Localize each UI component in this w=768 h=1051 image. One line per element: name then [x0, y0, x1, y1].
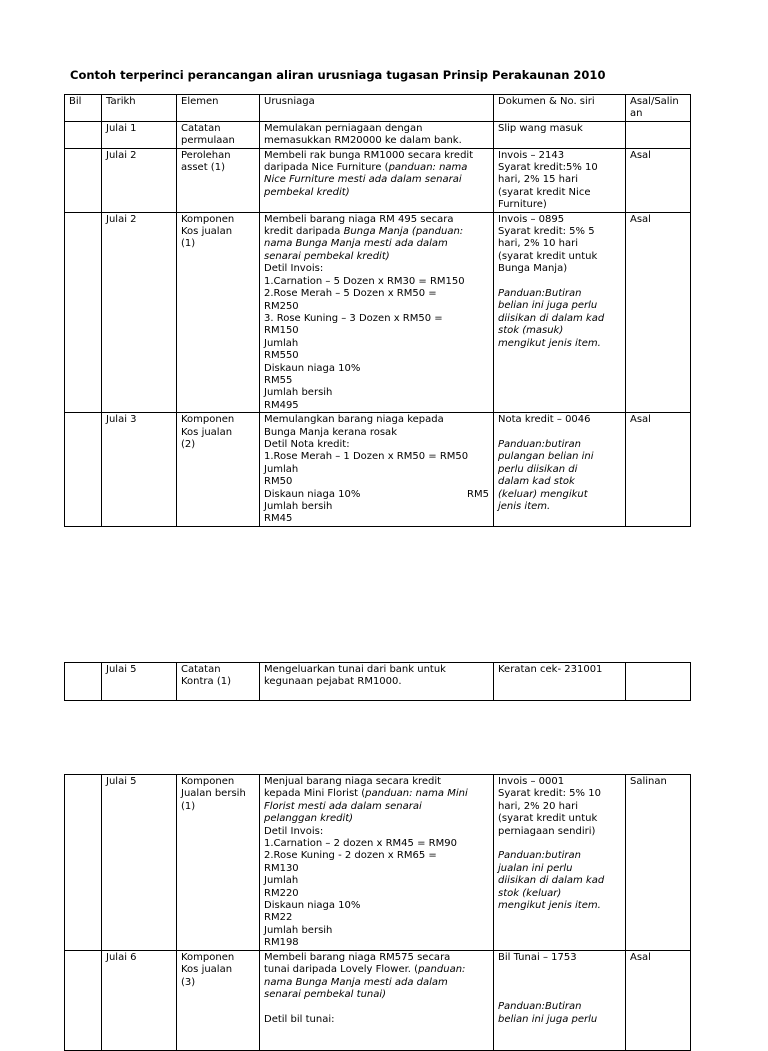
cell-elemen [177, 775, 260, 951]
transaction-table-2 [64, 662, 691, 701]
dokumen-line: (syarat kredit untuk [498, 250, 598, 262]
urusniaga-guide-text: panduan: nama Mini [365, 788, 468, 800]
invoice-detail-line: Jumlah bersih [264, 387, 333, 399]
table-row [65, 212, 691, 413]
transaction-table-1 [64, 94, 691, 527]
cell-bil [65, 413, 102, 527]
header-asal-line-2: an [630, 108, 643, 120]
cell-dokumen [494, 148, 626, 212]
header-bil: Bil [65, 95, 102, 122]
urusniaga-line [264, 964, 489, 976]
cell-dokumen [494, 413, 626, 527]
cell-urusniaga [260, 121, 494, 148]
dokumen-line: Invois – 2143 [498, 149, 565, 161]
cell-urusniaga [260, 148, 494, 212]
urusniaga-text: daripada Nice Furniture ( [264, 162, 389, 174]
urusniaga-line: Menjual barang niaga secara kredit [264, 776, 442, 787]
dokumen-line: Furniture) [498, 199, 547, 211]
spacer [264, 1001, 489, 1013]
dokumen-guide-line: stok (keluar) [498, 887, 562, 899]
transaction-table-3 [64, 774, 691, 1051]
urusniaga-guide-line: senarai pembekal tunai) [264, 988, 387, 1000]
invoice-detail-line: Detil Invois: [264, 263, 324, 275]
urusniaga-line [264, 162, 489, 174]
dokumen-line: (syarat kredit untuk [498, 813, 598, 825]
cell-asal: Asal [626, 950, 691, 1050]
urusniaga-line: Membeli rak bunga RM1000 secara kredit [264, 149, 474, 161]
cell-dokumen [494, 121, 626, 148]
urusniaga-line: kegunaan pejabat RM1000. [264, 676, 402, 688]
cell-dokumen [494, 212, 626, 413]
spacer [498, 964, 621, 976]
urusniaga-line: RM50 [264, 476, 293, 488]
invoice-detail-line: RM198 [264, 937, 299, 949]
header-asal-line-1: Asal/Salin [630, 96, 679, 107]
elemen-line: Perolehan [181, 149, 231, 161]
elemen-line: Jualan bersih [181, 788, 246, 800]
cell-urusniaga [260, 212, 494, 413]
urusniaga-line: memasukkan RM20000 ke dalam bank. [264, 135, 462, 147]
elemen-line: Catatan [181, 664, 221, 675]
cell-bil [65, 148, 102, 212]
invoice-detail-line: Jumlah [264, 875, 299, 887]
dokumen-line: Bunga Manja) [498, 263, 568, 275]
spacer [498, 838, 621, 850]
dokumen-line: hari, 2% 15 hari [498, 174, 579, 186]
cell-bil [65, 212, 102, 413]
urusniaga-guide-line: nama Bunga Manja mesti ada dalam [264, 238, 448, 250]
cell-elemen [177, 121, 260, 148]
urusniaga-guide-text: panduan: [418, 964, 466, 976]
elemen-line: Komponen [181, 776, 235, 787]
table-row [65, 950, 691, 1050]
urusniaga-guide-text: Bunga Manja (panduan: [343, 226, 464, 238]
urusniaga-guide-line: Nice Furniture mesti ada dalam senarai [264, 174, 462, 186]
cell-urusniaga [260, 950, 494, 1050]
header-urusniaga: Urusniaga [260, 95, 494, 122]
spacer [498, 989, 621, 1001]
urusniaga-guide-line: pembekal kredit) [264, 186, 350, 198]
urusniaga-guide-line: nama Bunga Manja mesti ada dalam [264, 976, 448, 988]
cell-asal: Salinan [626, 775, 691, 951]
dokumen-line: Invois – 0895 [498, 213, 565, 225]
cell-urusniaga [260, 663, 494, 701]
cell-elemen [177, 212, 260, 413]
cell-asal [626, 663, 691, 701]
discount-amount: RM5 [467, 488, 489, 500]
cell-asal: Asal [626, 413, 691, 527]
dokumen-guide-line: Panduan:Butiran [498, 1001, 582, 1013]
discount-label: Diskaun niaga 10% [264, 488, 361, 500]
urusniaga-text: kepada Mini Florist ( [264, 788, 366, 800]
cell-asal [626, 121, 691, 148]
cell-tarikh: Julai 5 [102, 775, 177, 951]
urusniaga-line: Detil Nota kredit: [264, 438, 350, 450]
cell-tarikh: Julai 2 [102, 148, 177, 212]
urusniaga-line [264, 788, 489, 800]
invoice-detail-line: RM22 [264, 912, 293, 924]
table-row [65, 121, 691, 148]
invoice-detail-line: 1.Carnation – 2 dozen x RM45 = RM90 [264, 838, 457, 850]
invoice-detail-line: RM250 [264, 300, 299, 312]
dokumen-guide-line: Panduan:Butiran [498, 288, 582, 300]
elemen-line: (1) [181, 800, 196, 812]
elemen-line: Catatan [181, 122, 221, 134]
discount-line [264, 489, 489, 501]
cell-dokumen [494, 950, 626, 1050]
urusniaga-line: Memulangkan barang niaga kepada [264, 414, 444, 426]
dokumen-guide-line: Panduan:butiran [498, 438, 581, 450]
cell-elemen [177, 663, 260, 701]
header-elemen: Elemen [177, 95, 260, 122]
dokumen-line: Syarat kredit: 5% 5 [498, 226, 595, 238]
elemen-line: Komponen [181, 414, 235, 426]
dokumen-line: Syarat kredit: 5% 10 [498, 788, 601, 800]
elemen-line: (3) [181, 976, 196, 988]
urusniaga-line: RM45 [264, 513, 293, 525]
invoice-detail-line: Jumlah [264, 337, 299, 349]
elemen-line: (2) [181, 438, 196, 450]
dokumen-guide-line: belian ini juga perlu [498, 1013, 598, 1025]
urusniaga-line: Membeli barang niaga RM575 secara [264, 951, 451, 963]
invoice-detail-line: RM130 [264, 862, 299, 874]
elemen-line: (1) [181, 238, 196, 250]
dokumen-line: Nota kredit – 0046 [498, 414, 591, 426]
header-dokumen: Dokumen & No. siri [494, 95, 626, 122]
cell-bil [65, 950, 102, 1050]
urusniaga-guide-line: senarai pembekal kredit) [264, 250, 390, 262]
dokumen-guide-line: Panduan:butiran [498, 850, 581, 862]
elemen-line: Kos jualan [181, 226, 233, 238]
invoice-detail-line: RM220 [264, 887, 299, 899]
cell-elemen [177, 413, 260, 527]
invoice-detail-line: 1.Carnation – 5 Dozen x RM30 = RM150 [264, 275, 465, 287]
dokumen-guide-line: pulangan belian ini [498, 451, 594, 463]
spacer [498, 427, 621, 439]
urusniaga-guide-line: Florist mesti ada dalam senarai [264, 800, 422, 812]
invoice-detail-line: Diskaun niaga 10% [264, 900, 361, 912]
cell-dokumen [494, 775, 626, 951]
dokumen-line: Slip wang masuk [498, 122, 583, 134]
urusniaga-guide-text: panduan: nama [388, 162, 468, 174]
cell-tarikh: Julai 5 [102, 663, 177, 701]
urusniaga-line: Bunga Manja kerana rosak [264, 426, 397, 438]
elemen-line: Kos jualan [181, 426, 233, 438]
elemen-line: permulaan [181, 135, 235, 147]
table-row [65, 775, 691, 951]
dokumen-line: hari, 2% 20 hari [498, 800, 579, 812]
invoice-detail-line: Detil bil tunai: [264, 1013, 335, 1025]
elemen-line: asset (1) [181, 162, 225, 174]
cell-bil [65, 121, 102, 148]
elemen-line: Komponen [181, 213, 235, 225]
cell-bil [65, 663, 102, 701]
cell-asal: Asal [626, 212, 691, 413]
dokumen-guide-line: diisikan di dalam kad [498, 875, 605, 887]
dokumen-guide-line: (keluar) mengikut [498, 488, 588, 500]
invoice-detail-line: 3. Rose Kuning – 3 Dozen x RM50 = [264, 312, 443, 324]
invoice-detail-line: Jumlah bersih [264, 924, 333, 936]
dokumen-line: Invois – 0001 [498, 776, 565, 787]
dokumen-guide-line: stok (masuk) [498, 325, 564, 337]
cell-tarikh: Julai 2 [102, 212, 177, 413]
dokumen-guide-line: diisikan di dalam kad [498, 312, 605, 324]
dokumen-guide-line: belian ini juga perlu [498, 300, 598, 312]
cell-tarikh: Julai 6 [102, 950, 177, 1050]
invoice-detail-line: 2.Rose Kuning - 2 dozen x RM65 = [264, 850, 437, 862]
urusniaga-line: Jumlah bersih [264, 501, 333, 512]
urusniaga-text: tunai daripada Lovely Flower. ( [264, 964, 419, 976]
dokumen-line: perniagaan sendiri) [498, 825, 596, 837]
cell-urusniaga [260, 413, 494, 527]
cell-urusniaga [260, 775, 494, 951]
urusniaga-line: Memulakan perniagaan dengan [264, 122, 423, 134]
cell-tarikh: Julai 1 [102, 121, 177, 148]
document-title: Contoh terperinci perancangan aliran urusniaga tugasan Prinsip Perakaunan 2010 [70, 68, 606, 82]
header-asal-salinan [626, 95, 691, 122]
invoice-detail-line: Diskaun niaga 10% [264, 362, 361, 374]
spacer [498, 976, 621, 988]
urusniaga-line: Jumlah [264, 463, 299, 475]
table-row [65, 413, 691, 527]
elemen-line: Kontra (1) [181, 676, 232, 688]
dokumen-guide-line: dalam kad stok [498, 476, 575, 488]
cell-asal: Asal [626, 148, 691, 212]
dokumen-guide-line: jualan ini perlu [498, 862, 573, 874]
dokumen-line: hari, 2% 10 hari [498, 238, 579, 250]
invoice-detail-line: RM495 [264, 399, 299, 411]
cell-elemen [177, 148, 260, 212]
urusniaga-line [264, 226, 489, 238]
invoice-detail-line: Detil Invois: [264, 825, 324, 837]
invoice-detail-line: RM550 [264, 350, 299, 362]
invoice-detail-line: 2.Rose Merah – 5 Dozen x RM50 = [264, 288, 437, 300]
dokumen-guide-line: jenis item. [498, 500, 551, 512]
spacer [498, 276, 621, 288]
cell-elemen [177, 950, 260, 1050]
cell-dokumen [494, 663, 626, 701]
urusniaga-line: Mengeluarkan tunai dari bank untuk [264, 664, 446, 675]
dokumen-guide-line: mengikut jenis item. [498, 900, 601, 912]
cell-bil [65, 775, 102, 951]
table-row [65, 148, 691, 212]
cell-tarikh: Julai 3 [102, 413, 177, 527]
elemen-line: Kos jualan [181, 964, 233, 976]
urusniaga-line: 1.Rose Merah – 1 Dozen x RM50 = RM50 [264, 451, 469, 463]
dokumen-guide-line: perlu diisikan di [498, 463, 578, 475]
urusniaga-line: Membeli barang niaga RM 495 secara [264, 213, 454, 225]
header-tarikh: Tarikh [102, 95, 177, 122]
elemen-line: Komponen [181, 951, 235, 963]
invoice-detail-line: RM55 [264, 374, 293, 386]
urusniaga-text: kredit daripada [264, 226, 344, 238]
dokumen-guide-line: mengikut jenis item. [498, 337, 601, 349]
table-header-row [65, 95, 691, 122]
urusniaga-guide-line: pelanggan kredit) [264, 813, 354, 825]
dokumen-line: Keratan cek- 231001 [498, 664, 603, 675]
table-row [65, 663, 691, 701]
dokumen-line: (syarat kredit Nice [498, 186, 591, 198]
dokumen-line: Syarat kredit:5% 10 [498, 162, 598, 174]
invoice-detail-line: RM150 [264, 325, 299, 337]
dokumen-line: Bil Tunai – 1753 [498, 951, 577, 963]
